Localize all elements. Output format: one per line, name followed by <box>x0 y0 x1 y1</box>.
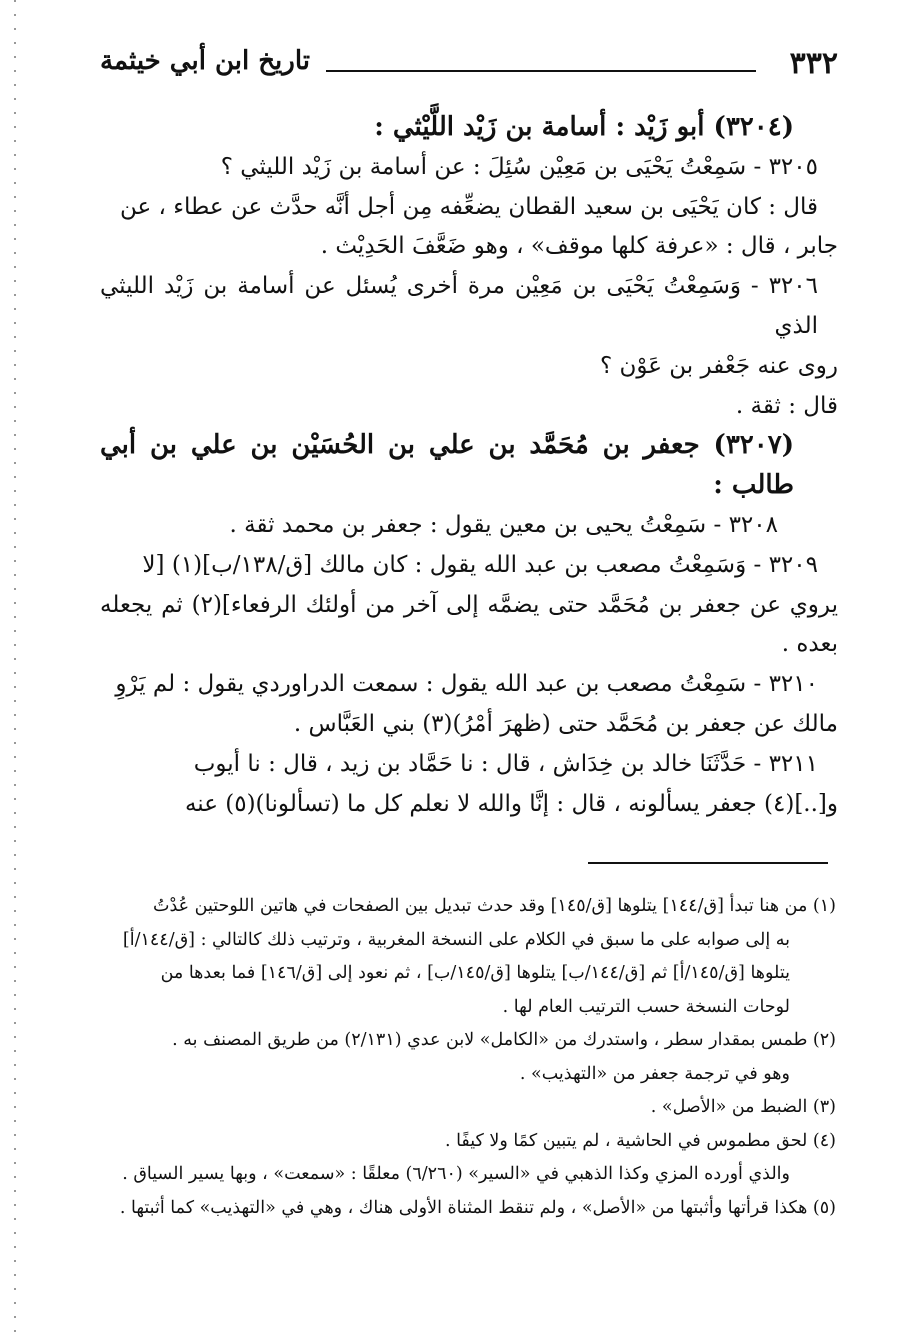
footnote-line: (٢) طمس بمقدار سطر ، واستدرك من «الكامل» لابن عدي (٢/١٣١) من طريق المصنف به . <box>172 1030 836 1050</box>
paragraph: ٣٢٠٥ - سَمِعْتُ يَحْيَى بن مَعِيْن سُئِلَ : عن أسامة بن زَيْد الليثي ؟ <box>220 153 818 180</box>
running-title: تاريخ ابن أبي خيثمة <box>100 46 311 76</box>
entry-heading: (٣٢٠٧) جعفر بن مُحَمَّد بن علي بن الحُسَيْن بن علي بن أبي طالب : <box>100 430 794 501</box>
page-number: ٣٣٢ <box>789 46 838 81</box>
paragraph: ٣٢٠٨ - سَمِعْتُ يحيى بن معين يقول : جعفر بن محمد ثقة . <box>229 511 778 538</box>
footnote-rule <box>588 862 828 864</box>
paragraph: و[..](٤) جعفر يسألونه ، قال : إنَّا والله لا نعلم كل ما (تسألونا)(٥) عنه <box>184 790 838 817</box>
main-text <box>100 108 838 824</box>
footnote-line: والذي أورده المزي وكذا الذهبي في «السير» (٦/٢٦٠) معلقًا : «سمعت» ، وبها يسير السياق . <box>122 1164 790 1184</box>
header-rule <box>326 70 756 72</box>
paragraph: قال : كان يَحْيَى بن سعيد القطان يضعِّفه مِن أجل أنَّه حدَّث عن عطاء ، عن <box>119 193 818 220</box>
page-header <box>100 44 838 84</box>
paragraph: يروي عن جعفر بن مُحَمَّد حتى يضمَّه إلى آخر من أولئك الرفعاء](٢) ثم يجعله بعده . <box>100 591 839 658</box>
footnote-line: (٤) لحق مطموس في الحاشية ، لم يتبين كمًا ولا كيفًا . <box>444 1130 836 1151</box>
footnote-line: يتلوها [ق/١٤٥/أ] ثم [ق/١٤٤/ب] يتلوها [ق/١٤٥/ب] ، ثم نعود إلى [ق/١٤٦] فما بعدها من <box>160 963 790 983</box>
paragraph: مالك عن جعفر بن مُحَمَّد حتى (ظهرَ أمْرُ)(٣) بني العَبَّاس . <box>293 710 838 737</box>
footnote-line: وهو في ترجمة جعفر من «التهذيب» . <box>519 1063 790 1084</box>
footnote-line: به إلى صوابه على ما سبق في الكلام على النسخة المغربية ، وترتيب ذلك كالتالي : [ق/١٤٤/أ] <box>122 929 790 950</box>
footnote-line: (٥) هكذا قرأتها وأثبتها من «الأصل» ، ولم تنقط المثناة الأولى هناك ، وهي في «التهذيب» كما أثبتها . <box>119 1197 836 1218</box>
paragraph: ٣٢٠٦ - وَسَمِعْتُ يَحْيَى بن مَعِيْن مرة أخرى يُسئل عن أسامة بن زَيْد الليثي الذي <box>100 273 818 339</box>
footnote-line: لوحات النسخة حسب الترتيب العام لها . <box>502 996 790 1017</box>
paragraph: ٣٢١١ - حَدَّثَنَا خالد بن خِدَاش ، قال : نا حَمَّاد بن زيد ، قال : نا أيوب <box>193 750 818 777</box>
paragraph: قال : ثقة . <box>735 392 838 419</box>
paragraph: ٣٢٠٩ - وَسَمِعْتُ مصعب بن عبد الله يقول : كان مالك [ق/١٣٨/ب](١) [لا <box>142 551 818 578</box>
paragraph: روى عنه جَعْفر بن عَوْن ؟ <box>599 352 838 379</box>
entry-heading: (٣٢٠٤) أبو زَيْد : أسامة بن زَيْد اللَّيْثي : <box>374 112 794 142</box>
footnote-line: (٣) الضبط من «الأصل» . <box>650 1097 836 1117</box>
binding-edge <box>14 0 16 1342</box>
paragraph: جابر ، قال : «عرفة كلها موقف» ، وهو ضَعَّفَ الحَدِيْث . <box>320 233 838 260</box>
footnotes <box>96 890 836 1225</box>
paragraph: ٣٢١٠ - سَمِعْتُ مصعب بن عبد الله يقول : سمعت الدراوردي يقول : لم يَرْوِ <box>115 671 818 698</box>
footnote-line: (١) من هنا تبدأ [ق/١٤٤] يتلوها [ق/١٤٥] وقد حدث تبديل بين الصفحات في هاتين اللوحتين عُدْتُ <box>152 896 836 916</box>
